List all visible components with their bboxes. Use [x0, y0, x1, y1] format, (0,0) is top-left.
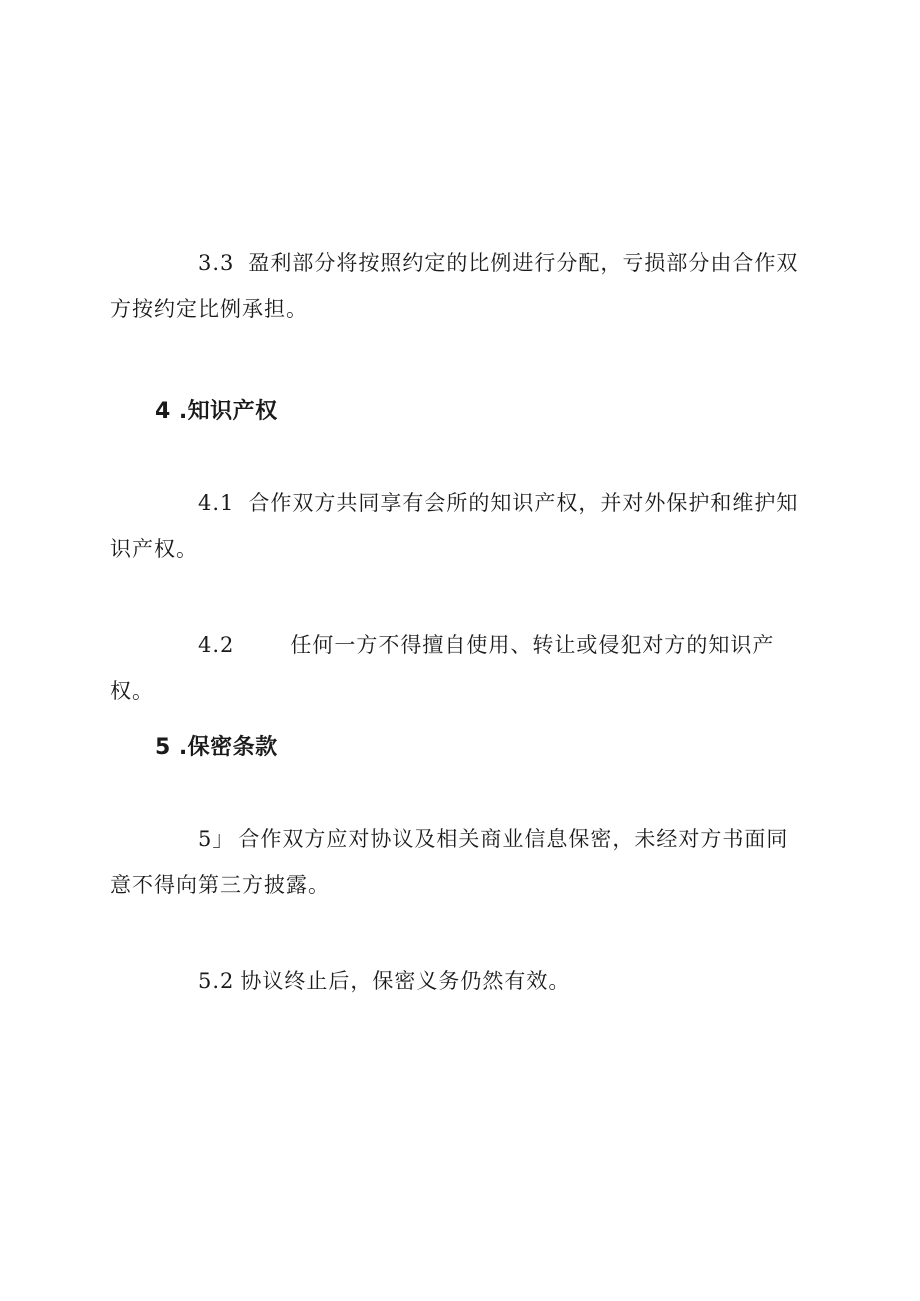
section-heading-5 [155, 730, 278, 761]
clause-text: 协议终止后，保密义务仍然有效。 [240, 969, 571, 993]
clause-3-3 [110, 240, 810, 332]
clause-number: 3.3 [198, 251, 235, 275]
section-number: 4 [155, 399, 171, 424]
clause-number: 4.2 [198, 633, 235, 657]
section-title: .知识产权 [178, 399, 278, 424]
clause-number: 5.2 [198, 969, 235, 993]
clause-5-1 [110, 816, 810, 908]
section-title: .保密条款 [178, 735, 278, 760]
clause-5-2 [110, 958, 810, 1004]
clause-text: 任何一方不得擅自使用、转让或侵犯对方的知识产权。 [110, 633, 775, 703]
clause-number: 5」 [198, 827, 235, 851]
section-heading-4 [155, 394, 278, 425]
section-number: 5 [155, 735, 171, 760]
clause-text: 合作双方共同享有会所的知识产权，并对外保护和维护知识产权。 [110, 491, 799, 561]
clause-4-2 [110, 622, 810, 714]
clause-text: 合作双方应对协议及相关商业信息保密，未经对方书面同意不得向第三方披露。 [110, 827, 789, 897]
clause-text: 盈利部分将按照约定的比例进行分配，亏损部分由合作双方按约定比例承担。 [110, 251, 799, 321]
clause-4-1 [110, 480, 810, 572]
clause-number: 4.1 [198, 491, 235, 515]
